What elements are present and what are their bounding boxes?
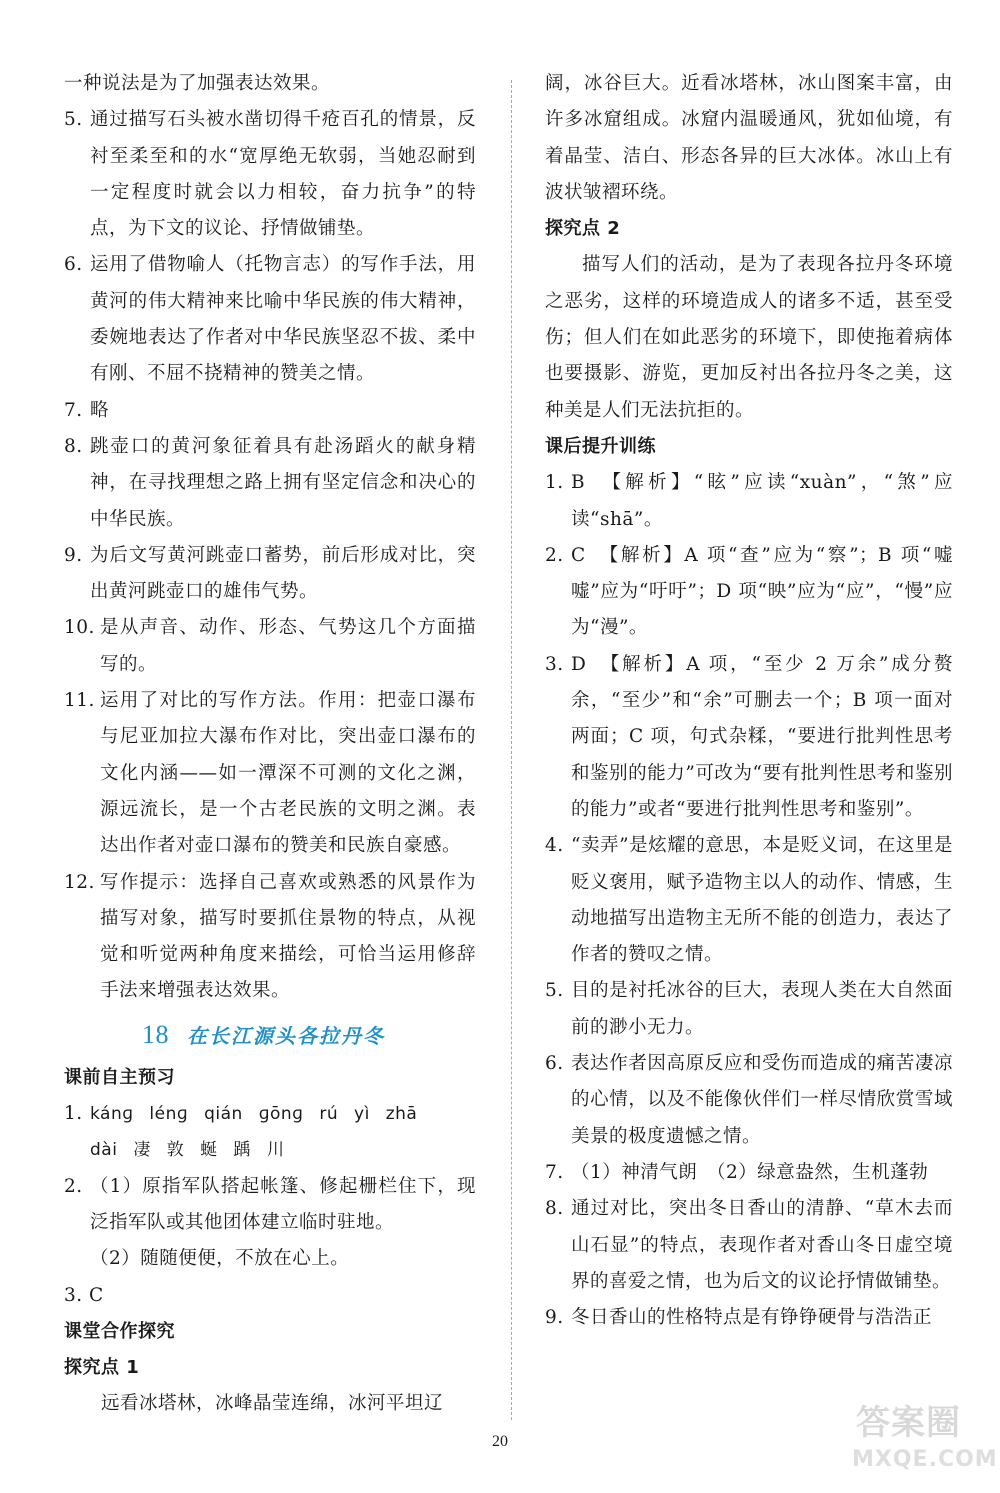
item-text: 写作提示：选择自己喜欢或熟悉的风景作为描写对象，描写时要抓住景物的特点，从视觉和听觉两种角度来描绘，可恰当运用修辞手法来增强表达效果。 bbox=[100, 871, 476, 1002]
item-number: 8. bbox=[64, 435, 83, 457]
item-text: 表达作者因高原反应和受伤而造成的痛苦凄凉的心情，以及不能像伙伴们一样尽情欣赏雪域美景的极度遗憾之情。 bbox=[571, 1053, 953, 1147]
list-item bbox=[545, 1191, 953, 1300]
list-item bbox=[64, 865, 476, 1010]
explore-text: 描写人们的活动，是为了表现各拉丹冬环境之恶劣，这样的环境造成人的诸多不适，甚至受伤；但人们在如此恶劣的环境下，即使拖着病体也要摄影、游览，更加反衬出各拉丹冬之美，这种美是人们无法抗拒的。 bbox=[545, 254, 953, 421]
list-item bbox=[64, 393, 476, 429]
intro-line: 一种说法是为了加强表达效果。 bbox=[64, 73, 331, 94]
item-number: 2. bbox=[64, 1175, 83, 1197]
item-number: 6. bbox=[64, 254, 83, 276]
item-text: 通过描写石头被水凿切得千疮百孔的情景，反衬至柔至和的水“宽厚绝无软弱，当她忍耐到一定程度时就会以力相较，奋力抗争”的特点，为下文的议论、抒情做铺垫。 bbox=[90, 109, 476, 240]
item-text: “卖弄”是炫耀的意思，本是贬义词，在这里是贬义褒用，赋予造物主以人的动作、情感，生动地描写出造物主无所不能的创造力，表达了作者的赞叹之情。 bbox=[571, 835, 953, 966]
item-number: 4. bbox=[545, 835, 564, 857]
item-number: 6. bbox=[545, 1053, 564, 1075]
item-number: 11. bbox=[64, 690, 95, 712]
item-text: （1）神清气朗 （2）绿意盎然，生机蓬勃 bbox=[571, 1161, 929, 1183]
item-text: （2）随随便便，不放在心上。 bbox=[90, 1248, 350, 1270]
explore-text-continued: 阔，冰谷巨大。近看冰塔林，冰山图案丰富，由许多冰窟组成。冰窟内温暖通风，犹如仙境，有着晶莹、洁白、形态各异的巨大冰体。冰山上有波状皱褶环绕。 bbox=[545, 73, 953, 203]
item-number: 8. bbox=[545, 1198, 564, 1220]
item-text: （1）原指军队搭起帐篷、修起栅栏住下，现泛指军队或其他团体建立临时驻地。 bbox=[90, 1175, 476, 1233]
item-number: 12. bbox=[64, 871, 95, 893]
item-text: 运用了借物喻人（托物言志）的写作手法，用黄河的伟大精神来比喻中华民族的伟大精神，委婉地表达了作者对中华民族坚忍不拔、柔中有刚、不屈不挠精神的赞美之情。 bbox=[90, 254, 476, 385]
answer-list-2 bbox=[64, 610, 476, 1009]
list-item bbox=[545, 1046, 953, 1155]
item-text: 冬日香山的性格特点是有铮铮硬骨与浩浩正 bbox=[571, 1307, 933, 1329]
chapter-title: 在长江源头各拉丹冬 bbox=[187, 1023, 385, 1048]
list-item bbox=[545, 973, 953, 1046]
item-number: 5. bbox=[545, 980, 564, 1002]
watermark-logo bbox=[848, 1395, 998, 1485]
list-item bbox=[64, 1169, 476, 1278]
list-item bbox=[545, 1155, 953, 1191]
explore-text: 远看冰塔林，冰峰晶莹连绵，冰河平坦辽 bbox=[101, 1393, 444, 1415]
list-item bbox=[545, 538, 953, 647]
item-text: 为后文写黄河跳壶口蓄势，前后形成对比，突出黄河跳壶口的雄伟气势。 bbox=[90, 544, 476, 603]
item-text: 通过对比，突出冬日香山的清静、“草木去而山石显”的特点，表现作者对香山冬日虚空境界的喜爱之情，也为后文的议论抒情做铺垫。 bbox=[571, 1198, 953, 1292]
item-text: B 【解析】“眩”应读“xuàn”，“煞”应读“shā”。 bbox=[571, 472, 953, 530]
item-number: 5. bbox=[64, 109, 83, 131]
section-after-heading: 课后提升训练 bbox=[545, 435, 656, 457]
item-number: 7. bbox=[64, 399, 83, 421]
list-item bbox=[64, 247, 476, 392]
list-item bbox=[545, 465, 953, 538]
item-text: 3. C bbox=[64, 1284, 104, 1306]
item-text: 运用了对比的写作方法。作用：把壶口瀑布与尼亚加拉大瀑布作对比，突出壶口瀑布的文化内涵——如一潭深不可测的文化之渊，源远流长，是一个古老民族的文明之渊。表达出作者对壶口瀑布的赞美和民族自豪感。 bbox=[100, 690, 476, 857]
column-divider bbox=[511, 80, 512, 1420]
page-number: 20 bbox=[492, 1433, 508, 1450]
list-item bbox=[64, 610, 476, 683]
list-item bbox=[545, 647, 953, 828]
item-text: 略 bbox=[90, 399, 110, 421]
section-preview-heading: 课前自主预习 bbox=[64, 1066, 175, 1088]
list-item bbox=[64, 102, 476, 247]
item-number: 7. bbox=[545, 1161, 564, 1183]
left-column bbox=[64, 66, 476, 1423]
item-number: 10. bbox=[64, 617, 95, 639]
right-column bbox=[545, 66, 953, 1336]
watermark-url: MXQE.COM bbox=[852, 1447, 998, 1472]
watermark-text: 答案圈 bbox=[856, 1403, 961, 1443]
item-text: 目的是衬托冰谷的巨大，表现人类在大自然面前的渺小无力。 bbox=[571, 980, 953, 1038]
item-text: 跳壶口的黄河象征着具有赴汤蹈火的献身精神，在寻找理想之路上拥有坚定信念和决心的中华民族。 bbox=[90, 435, 476, 530]
item-number: 2. bbox=[545, 544, 564, 566]
list-item bbox=[64, 1096, 476, 1169]
item-number: 3. bbox=[545, 653, 564, 675]
item-number: 9. bbox=[545, 1307, 564, 1329]
chapter-number: 18 bbox=[142, 1019, 169, 1049]
character-answers: dài 凄 敦 蜒 踽 川 bbox=[90, 1140, 285, 1161]
item-number: 1. bbox=[64, 1103, 83, 1125]
explore-point-heading: 探究点 1 bbox=[64, 1357, 140, 1379]
item-text: C 【解析】A 项“查”应为“察”；B 项“嘘嘘”应为“吁吁”；D 项“映”应为“应”，“慢”应为“漫”。 bbox=[571, 544, 953, 639]
list-item bbox=[64, 683, 476, 864]
list-item bbox=[545, 1300, 953, 1336]
item-text: D 【解析】A 项，“至少 2 万余”成分赘余，“至少”和“余”可删去一个；B 项一面对两面；C 项，句式杂糅，“要进行批判性思考和鉴别的能力”可改为“要有批判性思考和鉴别的能力”或者“要进行批判性思考和鉴别”。 bbox=[571, 653, 953, 820]
item-number: 1. bbox=[545, 472, 564, 494]
answer-list-1 bbox=[64, 102, 476, 610]
pinyin-answers: kánɡ lénɡ qián ɡōnɡ rú yì zhā bbox=[90, 1104, 418, 1125]
answer-list-3 bbox=[545, 465, 953, 1336]
chapter-heading bbox=[64, 1010, 476, 1060]
list-item bbox=[64, 538, 476, 611]
list-item bbox=[545, 828, 953, 973]
item-text: 是从声音、动作、形态、气势这几个方面描写的。 bbox=[100, 617, 476, 675]
section-class-heading: 课堂合作探究 bbox=[64, 1320, 175, 1342]
list-item bbox=[64, 429, 476, 538]
explore-point-heading: 探究点 2 bbox=[545, 218, 621, 240]
item-number: 9. bbox=[64, 544, 83, 566]
